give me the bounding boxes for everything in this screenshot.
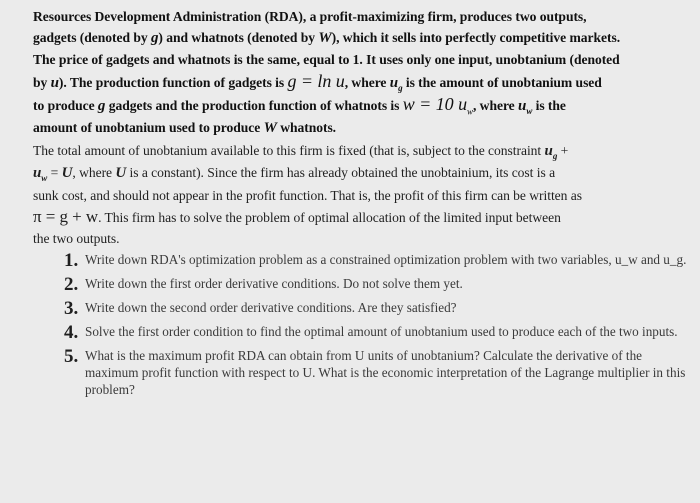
question-text: What is the maximum profit RDA can obtain from U units of unobtanium? Calculate the derivative of the maximum profit function with respect to U. What is the economic interpretation of the Lagrange multiplier in this problem? [85,348,686,398]
symbol-u-g: $u_g$ [389,74,403,93]
whatnot-production-function: w = 10 $u_w$ [402,93,473,117]
question-item [64,251,690,270]
question-number: 4. [64,322,79,344]
constraint-paragraph: The total amount of unobtanium available to this firm is fixed (that is, subject to the constraint $u_g$ + $u_w = U$, where U is a constant). Since the firm has already obtained the unobtainium, its cost is a sunk cost, and should not appear in the profit function. That is, the profit of this firm can be written as π = g + w. This firm has to solve the problem of optimal allocation of the limited input between the two outputs. [33,143,582,247]
question-number: 5. [64,346,79,368]
symbol-W-2: W [263,120,277,137]
question-text: Write down the first order derivative conditions. Do not solve them yet. [85,276,463,292]
question-number: 3. [64,298,79,320]
question-item [64,323,690,342]
question-text: Write down the second order derivative conditions. Are they satisfied? [85,300,457,316]
intro-paragraph: Resources Development Administration (RDA), a profit-maximizing firm, produces two outputs, gadgets (denoted by g) and whatnots (denoted by W), which it sells into perfectly competitive markets. The price of gadgets and whatnots is the same, equal to 1. It uses only one input, unobtanium (denoted by u). The production function of gadgets is g = ln u, where $u_g$ is the amount of unobtanium used to produce g gadgets and the production function of whatnots is w = 10 $u_w$, where $u_w$ is the amount of unobtanium used to produce W whatnots. [33,9,621,137]
gadget-production-function: g = ln u [287,70,345,91]
symbol-u-g-2: $u_g$ [544,143,558,162]
intro-line-1: Resources Development Administration (RDA), a profit-maximizing firm, produces two outputs, [33,9,587,24]
symbol-U: U [61,165,73,182]
symbol-u-w-2: $u_w$ [33,165,48,184]
symbol-U-2: U [115,165,127,182]
symbol-g-2: g [97,97,106,114]
question-text: Solve the first order condition to find the optimal amount of unobtanium used to produce each of the two inputs. [85,324,678,340]
profit-equation: π = g + w [33,206,99,226]
symbol-W: W [318,30,332,47]
question-number: 2. [64,274,79,296]
symbol-g: g [150,30,159,47]
question-item [64,347,690,398]
question-number: 1. [64,250,79,272]
symbol-u-w: $u_w$ [518,97,533,116]
question-item [64,299,690,318]
question-text: Write down RDA's optimization problem as a constrained optimization problem with two variables, u_w and u_g. [85,252,687,268]
question-item [64,275,690,294]
symbol-u: u [50,74,59,91]
question-list [33,251,690,398]
